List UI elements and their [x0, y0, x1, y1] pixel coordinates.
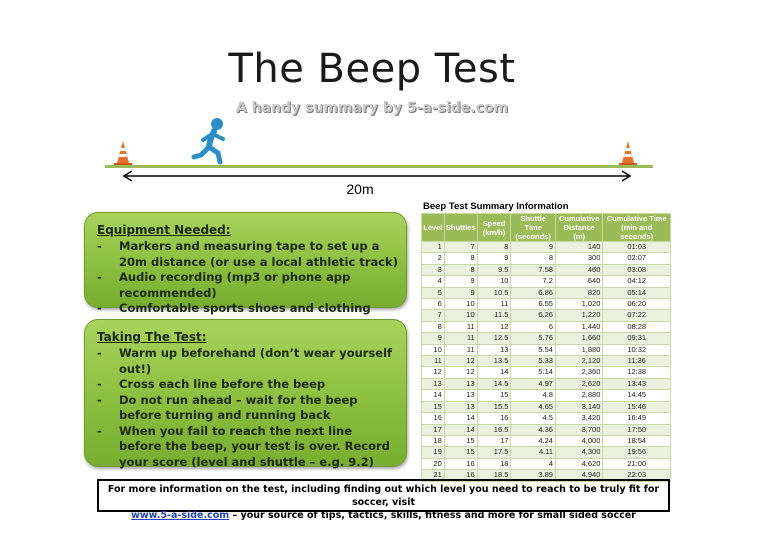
table-cell: 7.58 — [511, 264, 556, 275]
table-row — [422, 367, 671, 378]
table-row — [422, 344, 671, 355]
table-cell: 18.5 — [477, 470, 511, 481]
column-header: Speed (km/h) — [477, 214, 511, 242]
table-cell: 02:07 — [603, 253, 671, 264]
table-cell: 4 — [422, 276, 445, 287]
table-cell: 5.76 — [511, 333, 556, 344]
column-header: Cumulative Distance (m) — [555, 214, 602, 242]
table-cell: 17 — [422, 424, 445, 435]
table-row — [422, 356, 671, 367]
list-item: - Cross each line before the beep — [97, 377, 398, 393]
table-cell: 10 — [444, 299, 477, 310]
table-cell: 8 — [511, 253, 556, 264]
table-cell: 2,120 — [555, 356, 602, 367]
table-cell: 9 — [444, 276, 477, 287]
table-cell: 16 — [422, 413, 445, 424]
table-cell: 10:32 — [603, 344, 671, 355]
equipment-box — [84, 212, 407, 315]
table-cell: 3,700 — [555, 424, 602, 435]
list-item: - Audio recording (mp3 or phone app recommended) — [97, 270, 398, 301]
table-cell: 17.5 — [477, 447, 511, 458]
table-cell: 11:36 — [603, 356, 671, 367]
table-cell: 9 — [444, 287, 477, 298]
table-cell: 8 — [444, 253, 477, 264]
table-cell: 4,300 — [555, 447, 602, 458]
table-cell: 15:46 — [603, 401, 671, 412]
table-cell: 10 — [422, 344, 445, 355]
table-row — [422, 435, 671, 446]
table-cell: 13.5 — [477, 356, 511, 367]
table-cell: 15 — [422, 401, 445, 412]
table-cell: 4,620 — [555, 458, 602, 469]
table-cell: 13 — [477, 344, 511, 355]
table-cell: 18:54 — [603, 435, 671, 446]
table-cell: 14 — [477, 367, 511, 378]
table-cell: 5.54 — [511, 344, 556, 355]
page-title: The Beep Test — [228, 46, 516, 92]
table-cell: 15 — [444, 447, 477, 458]
table-cell: 12:38 — [603, 367, 671, 378]
table-cell: 13 — [422, 378, 445, 389]
table-cell: 12 — [444, 367, 477, 378]
table-cell: 7 — [422, 310, 445, 321]
table-cell: 4.97 — [511, 378, 556, 389]
table-cell: 6.26 — [511, 310, 556, 321]
table-row — [422, 287, 671, 298]
column-header: Cumulative Time (min and seconds) — [603, 214, 671, 242]
list-item: - Warm up beforehand (don’t wear yourself out!) — [97, 346, 398, 377]
distance-label: 20m — [346, 181, 374, 197]
table-cell: 9 — [422, 333, 445, 344]
table-cell: 10 — [444, 310, 477, 321]
table-cell: 7 — [444, 242, 477, 253]
traffic-cone-icon — [112, 140, 134, 167]
table-cell: 2,360 — [555, 367, 602, 378]
column-header: Shuttles — [444, 214, 477, 242]
table-cell: 14 — [444, 424, 477, 435]
footer-text-rest: – your source of tips, tactics, skills, fitness and more for small sided soccer — [229, 510, 636, 521]
table-cell: 17 — [477, 435, 511, 446]
table-cell: 16 — [444, 470, 477, 481]
table-row — [422, 390, 671, 401]
table-cell: 21:00 — [603, 458, 671, 469]
table-cell: 12 — [444, 356, 477, 367]
table-cell: 14 — [422, 390, 445, 401]
footer-info-box — [97, 479, 670, 521]
table-cell: 13:43 — [603, 378, 671, 389]
table-cell: 16 — [477, 413, 511, 424]
equipment-list — [97, 239, 398, 317]
summary-table-section — [421, 201, 671, 482]
table-cell: 12.5 — [477, 333, 511, 344]
table-cell: 13 — [444, 401, 477, 412]
table-cell: 460 — [555, 264, 602, 275]
table-cell: 640 — [555, 276, 602, 287]
taking-test-heading: Taking The Test: — [97, 330, 207, 344]
table-cell: 4.8 — [511, 390, 556, 401]
table-cell: 1,020 — [555, 299, 602, 310]
table-cell: 5 — [422, 287, 445, 298]
table-row — [422, 413, 671, 424]
table-cell: 1,660 — [555, 333, 602, 344]
table-cell: 4,940 — [555, 470, 602, 481]
table-cell: 2,620 — [555, 378, 602, 389]
table-row — [422, 242, 671, 253]
table-row — [422, 458, 671, 469]
table-cell: 16.5 — [477, 424, 511, 435]
table-row — [422, 447, 671, 458]
table-cell: 6.55 — [511, 299, 556, 310]
table-cell: 4.65 — [511, 401, 556, 412]
table-cell: 04:12 — [603, 276, 671, 287]
table-row — [422, 424, 671, 435]
table-row — [422, 378, 671, 389]
table-cell: 19 — [422, 447, 445, 458]
table-cell: 13 — [444, 378, 477, 389]
table-cell: 18 — [477, 458, 511, 469]
track-line — [105, 165, 653, 168]
table-cell: 08:28 — [603, 321, 671, 332]
table-cell: 820 — [555, 287, 602, 298]
footer-text-line2 — [99, 509, 668, 522]
table-cell: 14 — [444, 413, 477, 424]
table-header-row — [422, 214, 671, 242]
table-cell: 19:56 — [603, 447, 671, 458]
table-cell: 11 — [444, 321, 477, 332]
table-body — [422, 242, 671, 482]
table-cell: 2,880 — [555, 390, 602, 401]
table-cell: 1,440 — [555, 321, 602, 332]
table-cell: 16:49 — [603, 413, 671, 424]
table-cell: 10.5 — [477, 287, 511, 298]
table-cell: 6.86 — [511, 287, 556, 298]
table-cell: 5.14 — [511, 367, 556, 378]
table-row — [422, 264, 671, 275]
table-cell: 12 — [477, 321, 511, 332]
table-cell: 15.5 — [477, 401, 511, 412]
column-header: Shuttle Time (seconds) — [511, 214, 556, 242]
table-cell: 05:14 — [603, 287, 671, 298]
table-cell: 8 — [422, 321, 445, 332]
runner-icon — [190, 117, 234, 165]
list-item: - Comfortable sports shoes and clothing — [97, 301, 398, 317]
table-cell: 13 — [444, 390, 477, 401]
table-cell: 11 — [444, 344, 477, 355]
table-cell: 6 — [422, 299, 445, 310]
table-cell: 300 — [555, 253, 602, 264]
table-cell: 140 — [555, 242, 602, 253]
table-cell: 20 — [422, 458, 445, 469]
table-cell: 3,140 — [555, 401, 602, 412]
table-cell: 09:31 — [603, 333, 671, 344]
table-cell: 9 — [511, 242, 556, 253]
table-cell: 03:08 — [603, 264, 671, 275]
table-cell: 06:20 — [603, 299, 671, 310]
table-cell: 11.5 — [477, 310, 511, 321]
table-cell: 2 — [422, 253, 445, 264]
table-row — [422, 401, 671, 412]
table-cell: 18 — [422, 435, 445, 446]
table-cell: 11 — [444, 333, 477, 344]
list-item: - Markers and measuring tape to set up a 20m distance (or use a local athletic track) — [97, 239, 398, 270]
table-cell: 8 — [444, 264, 477, 275]
table-cell: 1,220 — [555, 310, 602, 321]
page-subtitle: A handy summary by 5-a-side.com — [235, 100, 509, 116]
table-cell: 3,420 — [555, 413, 602, 424]
column-header: Level — [422, 214, 445, 242]
table-row — [422, 276, 671, 287]
table-cell: 14:45 — [603, 390, 671, 401]
table-cell: 7.2 — [511, 276, 556, 287]
table-cell: 5.33 — [511, 356, 556, 367]
table-row — [422, 299, 671, 310]
website-link[interactable]: www.5-a-side.com — [131, 510, 230, 521]
table-cell: 3.89 — [511, 470, 556, 481]
taking-test-box — [84, 319, 407, 467]
table-cell: 11 — [422, 356, 445, 367]
table-row — [422, 333, 671, 344]
table-cell: 14.5 — [477, 378, 511, 389]
table-cell: 22:03 — [603, 470, 671, 481]
table-cell: 10 — [477, 276, 511, 287]
list-item: - When you fail to reach the next line before the beep, your test is over. Record your score (level and shuttle – e.g. 9.2) — [97, 424, 398, 471]
table-cell: 07:22 — [603, 310, 671, 321]
table-row — [422, 310, 671, 321]
summary-table — [421, 213, 671, 482]
footer-text-line1: For more information on the test, including finding out which level you need to reach to be truly fit for soccer, visit — [107, 484, 660, 508]
table-row — [422, 253, 671, 264]
traffic-cone-icon — [617, 140, 639, 167]
table-cell: 12 — [422, 367, 445, 378]
table-title: Beep Test Summary Information — [423, 201, 569, 212]
table-cell: 17:50 — [603, 424, 671, 435]
table-row — [422, 321, 671, 332]
table-cell: 9.5 — [477, 264, 511, 275]
table-cell: 01:03 — [603, 242, 671, 253]
table-cell: 4 — [511, 458, 556, 469]
table-cell: 4.11 — [511, 447, 556, 458]
table-cell: 15 — [477, 390, 511, 401]
list-item: - Do not run ahead – wait for the beep before turning and running back — [97, 393, 398, 424]
table-cell: 21 — [422, 470, 445, 481]
table-cell: 1,880 — [555, 344, 602, 355]
table-cell: 11 — [477, 299, 511, 310]
table-cell: 15 — [444, 435, 477, 446]
taking-test-list — [97, 346, 398, 470]
table-cell: 4.36 — [511, 424, 556, 435]
table-cell: 3 — [422, 264, 445, 275]
table-cell: 4.5 — [511, 413, 556, 424]
equipment-heading: Equipment Needed: — [97, 223, 231, 237]
table-cell: 9 — [477, 253, 511, 264]
table-cell: 1 — [422, 242, 445, 253]
table-cell: 16 — [444, 458, 477, 469]
table-cell: 4,000 — [555, 435, 602, 446]
table-cell: 8 — [477, 242, 511, 253]
table-cell: 4.24 — [511, 435, 556, 446]
table-cell: 6 — [511, 321, 556, 332]
